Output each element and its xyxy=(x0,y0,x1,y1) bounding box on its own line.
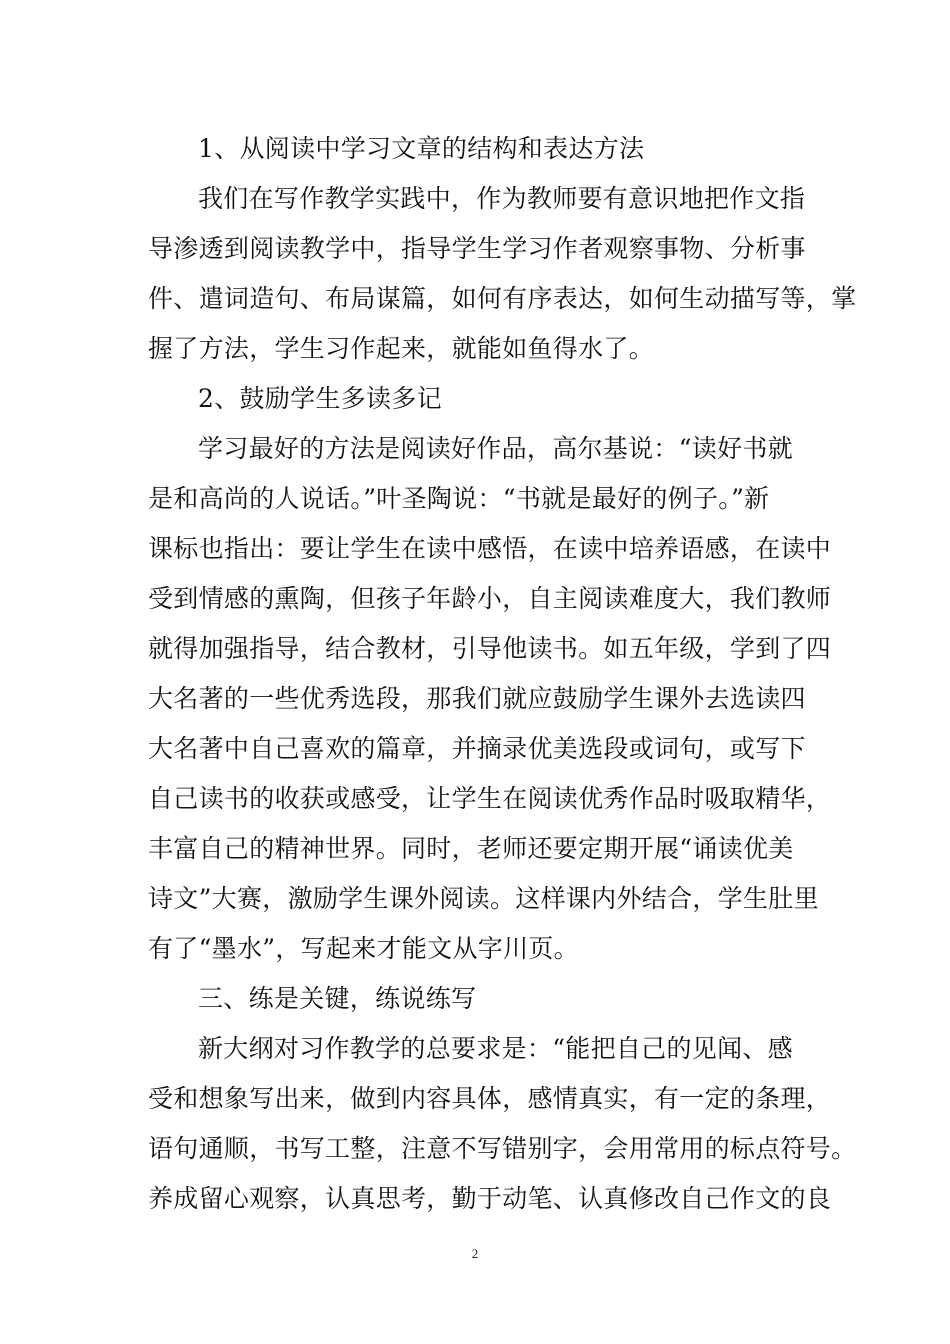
paragraph-line: 诗文”大赛，激励学生课外阅读。这样课内外结合，学生肚里 xyxy=(148,884,819,913)
paragraph-line: 大名著的一些优秀选段，那我们就应鼓励学生课外去选读四 xyxy=(148,684,806,713)
paragraph-line: 是和高尚的人说话。”叶圣陶说：“书就是最好的例子。”新 xyxy=(148,484,770,513)
paragraph-line: 握了方法，学生习作起来，就能如鱼得水了。 xyxy=(148,334,655,363)
paragraph-line: 大名著中自己喜欢的篇章，并摘录优美选段或词句，或写下 xyxy=(148,734,806,763)
paragraph-line: 丰富自己的精神世界。同时，老师还要定期开展“诵读优美 xyxy=(148,834,794,863)
paragraph-line: 课标也指出：要让学生在读中感悟，在读中培养语感，在读中 xyxy=(148,534,832,563)
paragraph-line: 学习最好的方法是阅读好作品，高尔基说：“读好书就 xyxy=(198,434,793,463)
page-number: 2 xyxy=(471,1246,479,1261)
heading-reading-structure: 1、从阅读中学习文章的结构和表达方法 xyxy=(198,134,645,163)
paragraph-line: 受和想象写出来，做到内容具体，感情真实，有一定的条理， xyxy=(148,1084,832,1113)
body-text xyxy=(148,124,857,1224)
paragraph-line: 新大纲对习作教学的总要求是：“能把自己的见闻、感 xyxy=(198,1034,793,1063)
paragraph-line: 受到情感的熏陶，但孩子年龄小，自主阅读难度大，我们教师 xyxy=(148,584,832,613)
paragraph-line: 我们在写作教学实践中，作为教师要有意识地把作文指 xyxy=(198,184,806,213)
paragraph-line: 有了“墨水”，写起来才能文从字川页。 xyxy=(148,934,579,963)
paragraph-line: 就得加强指导，结合教材，引导他读书。如五年级，学到了四 xyxy=(148,634,832,663)
paragraph-line: 养成留心观察，认真思考，勤于动笔、认真修改自己作文的良 xyxy=(148,1184,832,1213)
heading-read-more: 2、鼓励学生多读多记 xyxy=(198,384,442,413)
paragraph-line: 自己读书的收获或感受，让学生在阅读优秀作品时吸取精华， xyxy=(148,784,832,813)
heading-practice-key: 三、练是关键，练说练写 xyxy=(198,984,477,1013)
paragraph-line: 导渗透到阅读教学中，指导学生学习作者观察事物、分析事 xyxy=(148,234,806,263)
paragraph-line: 语句通顺，书写工整，注意不写错别字，会用常用的标点符号。 xyxy=(148,1134,857,1163)
paragraph-line: 件、遣词造句、布局谋篇，如何有序表达，如何生动描写等，掌 xyxy=(148,284,857,313)
